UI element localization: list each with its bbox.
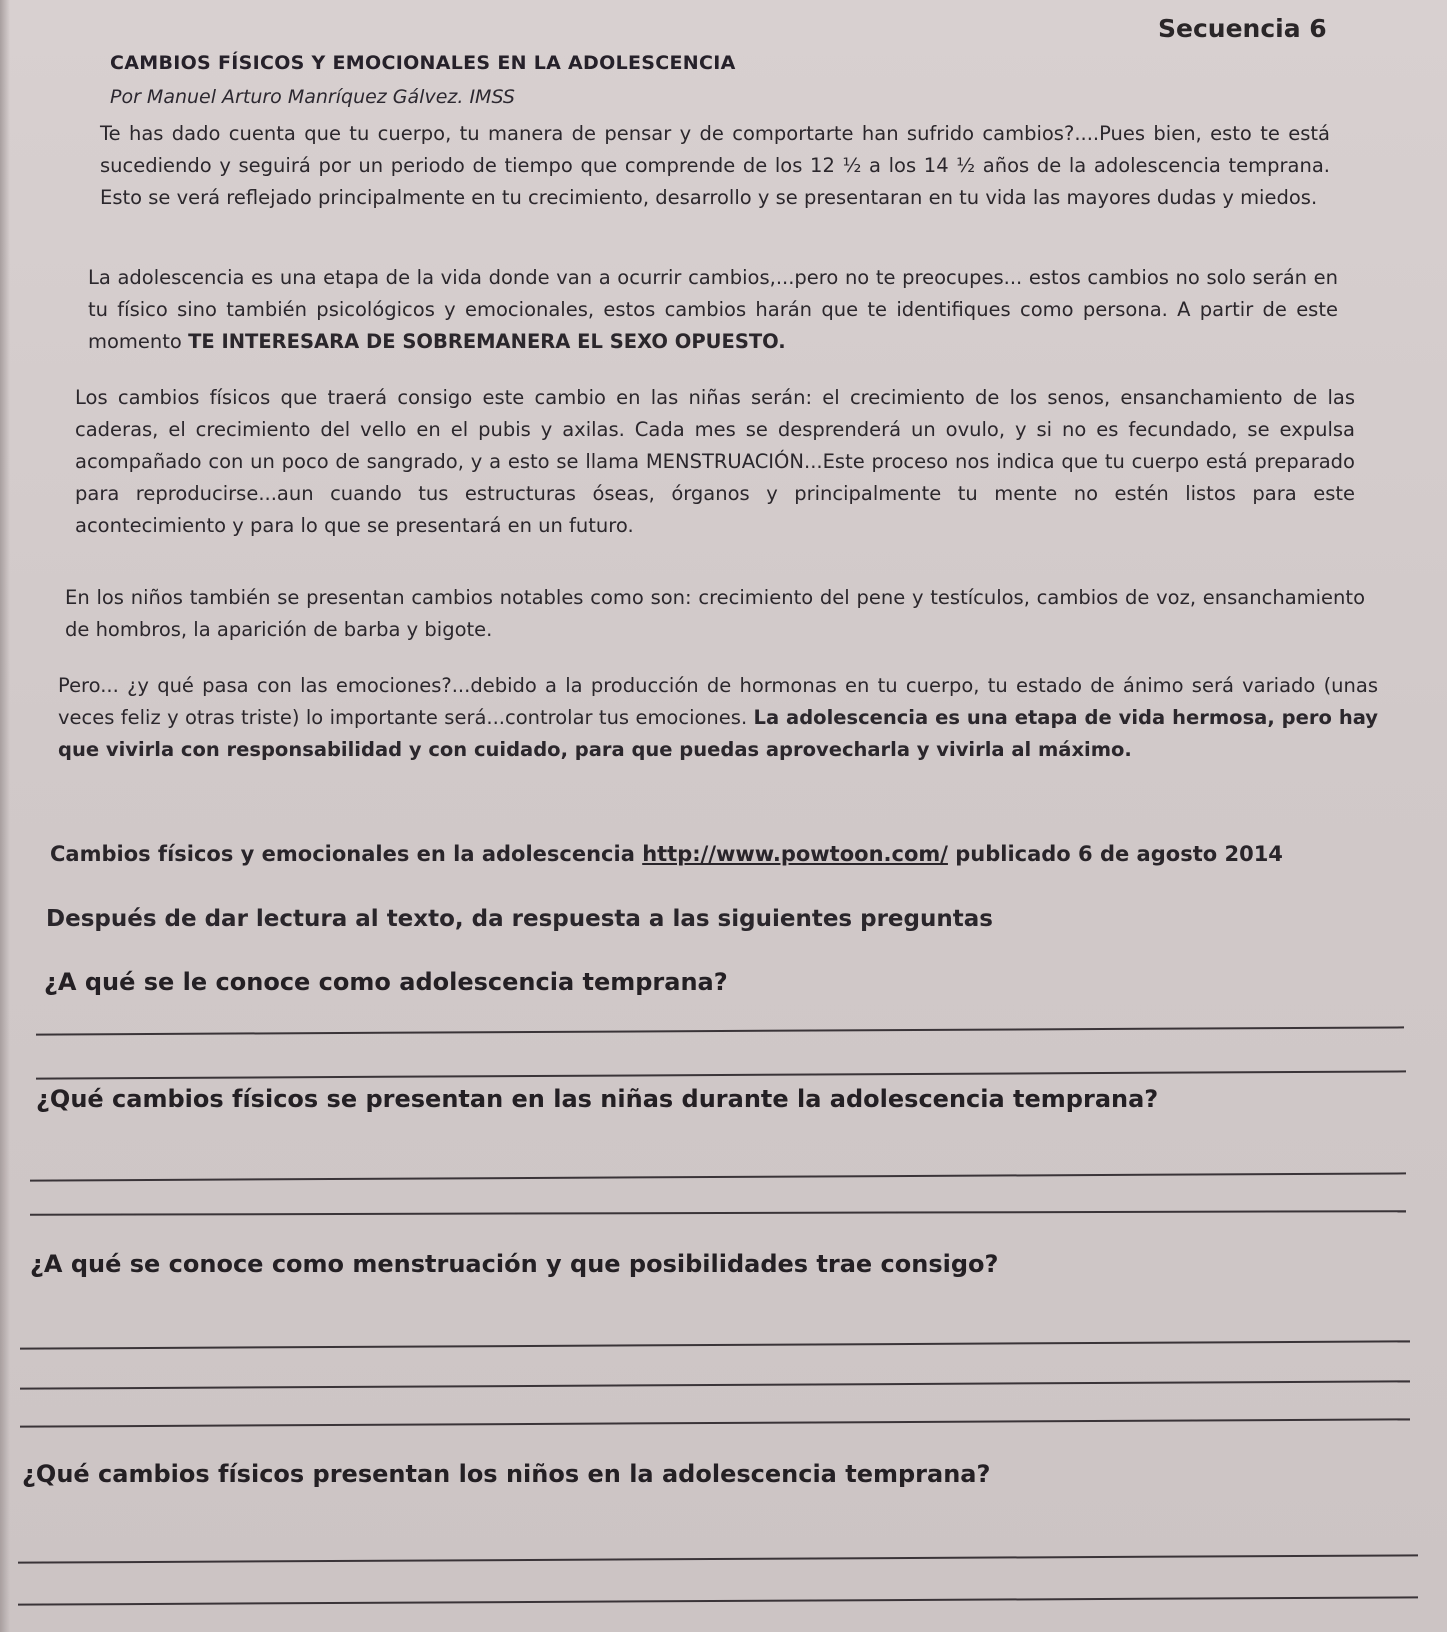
- document-title: CAMBIOS FÍSICOS Y EMOCIONALES EN LA ADOLESCENCIA: [110, 52, 736, 74]
- paragraph-emotions-text: Pero... ¿y qué pasa con las emociones?...debido a la producción de hormonas en tu cuerpo, tu estado de ánimo será variado (unas veces feliz y otras triste) lo importante será...controlar tus emociones.: [58, 674, 1378, 729]
- source-link[interactable]: http://www.powtoon.com/: [642, 842, 948, 866]
- answer-line-4b[interactable]: [18, 1596, 1418, 1605]
- answer-line-2b[interactable]: [30, 1210, 1406, 1216]
- answer-line-3c[interactable]: [20, 1418, 1410, 1427]
- paragraph-girls-changes: Los cambios físicos que traerá consigo este cambio en las niñas serán: el crecimiento de los senos, ensanchamiento de las caderas, el crecimiento del vello en el pubis y axilas. Cada mes se desprenderá un ovulo, y si no es fecundado, se expulsa acompañado con un poco de sangrado, y a esto se llama MENSTRUACIÓN...Este proceso nos indica que tu cuerpo está preparado para reproducirse...aun cuando tus estructuras óseas, órganos y principalmente tu mente no estén listos para este acontecimiento y para lo que se presentará en un futuro.: [75, 386, 1355, 537]
- source-suffix: publicado 6 de agosto 2014: [947, 842, 1283, 866]
- paragraph-emotions: [58, 670, 1378, 766]
- answer-line-2a[interactable]: [30, 1172, 1406, 1181]
- paragraph-emotions-emphasis: La adolescencia es una etapa de vida hermosa, pero hay que vivirla con responsabilidad y con cuidado, para que puedas aprovecharla y vivirla al máximo.: [58, 706, 1378, 761]
- answer-line-3b[interactable]: [20, 1380, 1410, 1389]
- paragraph-adolescence-emphasis: TE INTERESARA DE SOBREMANERA EL SEXO OPUESTO.: [188, 330, 786, 353]
- document-author: Por Manuel Arturo Manríquez Gálvez. IMSS: [110, 86, 515, 108]
- question-2: ¿Qué cambios físicos se presentan en las niñas durante la adolescencia temprana?: [36, 1085, 1159, 1113]
- sequence-label: Secuencia 6: [1158, 14, 1327, 43]
- question-1: ¿A qué se le conoce como adolescencia temprana?: [44, 968, 728, 996]
- paragraph-adolescence-text: La adolescencia es una etapa de la vida donde van a ocurrir cambios,...pero no te preocupes... estos cambios no solo serán en tu físico sino también psicológicos y emocionales, estos cambios harán que te identifiques como persona. A partir de este momento: [88, 266, 1338, 353]
- source-citation: [50, 842, 1283, 866]
- answer-line-4a[interactable]: [18, 1554, 1418, 1563]
- paragraph-adolescence-stage: [88, 262, 1338, 358]
- paragraph-intro: Te has dado cuenta que tu cuerpo, tu manera de pensar y de comportarte han sufrido cambios?....Pues bien, esto te está sucediendo y seguirá por un periodo de tiempo que comprende de los 12 ½ a los 14 ½ años de la adolescencia temprana. Esto se verá reflejado principalmente en tu crecimiento, desarrollo y se presentaran en tu vida las mayores dudas y miedos.: [100, 122, 1330, 209]
- answer-line-1b[interactable]: [36, 1070, 1406, 1079]
- question-4: ¿Qué cambios físicos presentan los niños en la adolescencia temprana?: [22, 1460, 991, 1488]
- instructions: Después de dar lectura al texto, da respuesta a las siguientes preguntas: [46, 906, 993, 932]
- source-prefix: Cambios físicos y emocionales en la adolescencia: [50, 842, 643, 866]
- answer-line-3a[interactable]: [20, 1340, 1410, 1349]
- question-3: ¿A qué se conoce como menstruación y que posibilidades trae consigo?: [30, 1250, 999, 1278]
- paragraph-boys-changes: En los niños también se presentan cambios notables como son: crecimiento del pene y testículos, cambios de voz, ensanchamiento de hombros, la aparición de barba y bigote.: [65, 586, 1365, 641]
- answer-line-1a[interactable]: [36, 1026, 1404, 1035]
